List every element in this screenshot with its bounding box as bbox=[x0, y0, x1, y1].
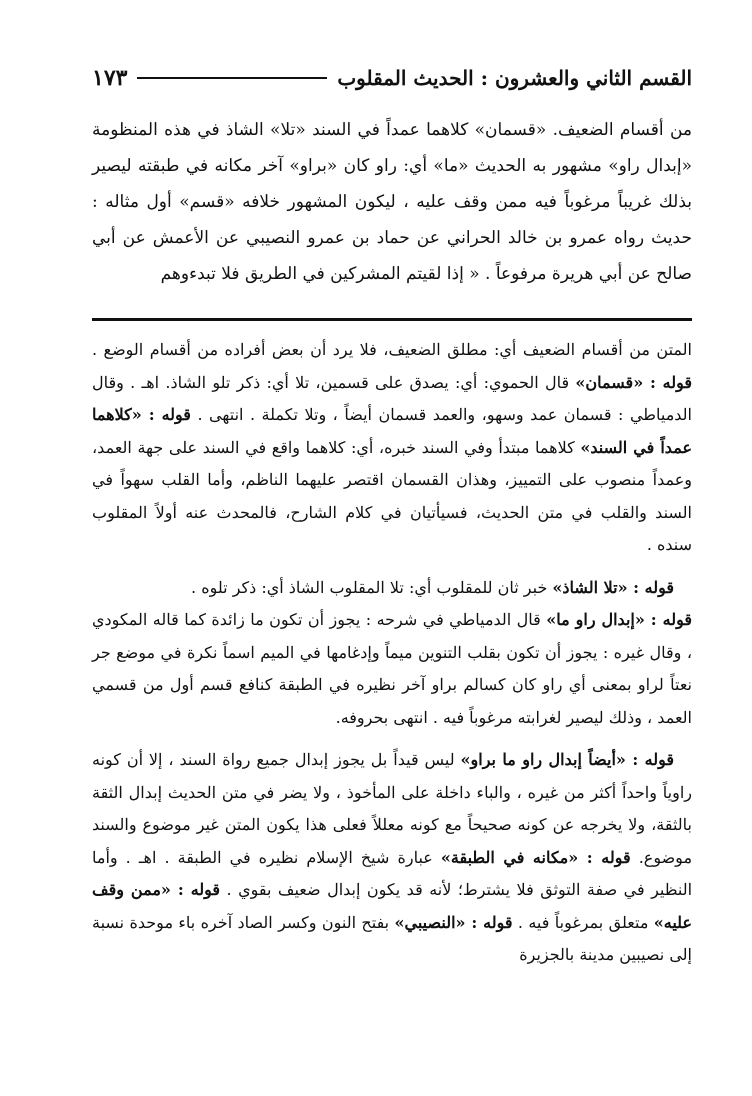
note-text: بفتح النون وكسر الصاد آخره باء موحدة نسبة إلى نصيبين مدينة بالجزيرة bbox=[92, 912, 692, 964]
note-keyword: قوله : «ممن وقف عليه» bbox=[92, 880, 693, 932]
commentary-notes bbox=[92, 334, 692, 982]
note-paragraph bbox=[92, 744, 692, 972]
footnote-separator bbox=[92, 318, 692, 321]
main-text bbox=[92, 112, 692, 292]
chapter-title: القسم الثاني والعشرون : الحديث المقلوب bbox=[337, 66, 692, 90]
page-number: ١٧٣ bbox=[92, 65, 128, 91]
note-keyword: قوله : «أيضاً إبدال راو ما براو» bbox=[460, 750, 675, 769]
note-keyword: قوله : «كلاهما عمداً في السند» bbox=[92, 405, 692, 457]
main-paragraph: من أقسام الضعيف. «قسمان» كلاهما عمداً في السند «تلا» الشاذ في هذه المنظومة «إبدال راو» مشهور به الحديث «ما» أي: راو كان «براو» آخر مكانه في طبقته ليصير بذلك غريباً مرغوباً فيه ممن وقف عليه ، ليكون المشهور خلافه «قسم» أول مثاله : حديث رواه عمرو بن خالد الحراني عن حماد بن عمرو النصيبي عن الأعمش عن أبي صالح عن أبي هريرة مرفوعاً . « إذا لقيتم المشركين في الطريق فلا تبدءوهم bbox=[92, 120, 692, 284]
note-paragraph bbox=[92, 334, 692, 562]
note-text: قال الدمياطي في شرحه : يجوز أن تكون ما زائدة كما قاله المكودي ، وقال غيره : يجوز أن تكون بقلب التنوين ميماً وإدغامها في الميم اسماً نكرة في موضع جر نعتاً لراو بمعنى أي راو كان كسالم براو آخر نظيره في الطبقة كنافع قسم أول من قسمي العمد ، وذلك ليصير لغرابته مرغوباً فيه . انتهى بحروفه. bbox=[92, 610, 692, 727]
note-keyword: قوله : «قسمان» bbox=[575, 372, 692, 392]
page-header bbox=[92, 60, 692, 96]
note-paragraph bbox=[92, 604, 692, 734]
note-keyword: قوله : «النصيبي» bbox=[394, 912, 513, 932]
header-rule bbox=[137, 77, 327, 79]
note-text: المتن من أقسام الضعيف أي: مطلق الضعيف، فلا يرد أن بعض أفراده من أقسام الوضع . bbox=[92, 340, 692, 359]
note-paragraph bbox=[92, 572, 692, 605]
note-text: متعلق بمرغوباً فيه . bbox=[512, 912, 654, 932]
note-text: خبر ثان للمقلوب أي: تلا المقلوب الشاذ أي: ذكر تلوه . bbox=[191, 577, 553, 597]
note-text: كلاهما مبتدأ وفي السند خبره، أي: كلاهما واقع في السند على جهة العمد، وعمداً منصوب على التمييز، وهذان القسمان اقتصر عليهما الناظم، وأما القلب سهواً في السند والقلب في متن الحديث، فسيأتيان في كلام الشارح، فالمحدث عنه أولاً المقلوب سنده . bbox=[92, 437, 692, 554]
note-text: عبارة شيخ الإسلام نظيره في الطبقة . اهـ . وأما النظير في صفة التوثق فلا يشترط؛ لأنه قد يكون إبدال ضعيف بقوي . bbox=[92, 847, 693, 899]
note-keyword: قوله : «مكانه في الطبقة» bbox=[440, 847, 631, 867]
note-keyword: قوله : «تلا الشاذ» bbox=[552, 577, 674, 597]
note-text: ليس قيداً بل يجوز إبدال جميع رواة السند ، إلا أن كونه راوياً واحداً أكثر من غيره ، والباء داخلة على المأخوذ ، ولا يضر في متن الحديث إبدال الثقة بالثقة، ولا يخرجه عن كونه صحيحاً مع كونه معللاً فعلى هذا يكون المتن غير موضوع والسند موضوع. bbox=[92, 750, 693, 867]
note-text: قال الحموي: أي: يصدق على قسمين، تلا أي: ذكر تلو الشاذ. اهـ . وقال الدمياطي : قسمان عمد وسهو، والعمد قسمان أيضاً ، وتلا تكملة . انتهى . bbox=[92, 372, 692, 424]
note-keyword: قوله : «إبدال راو ما» bbox=[546, 610, 692, 629]
